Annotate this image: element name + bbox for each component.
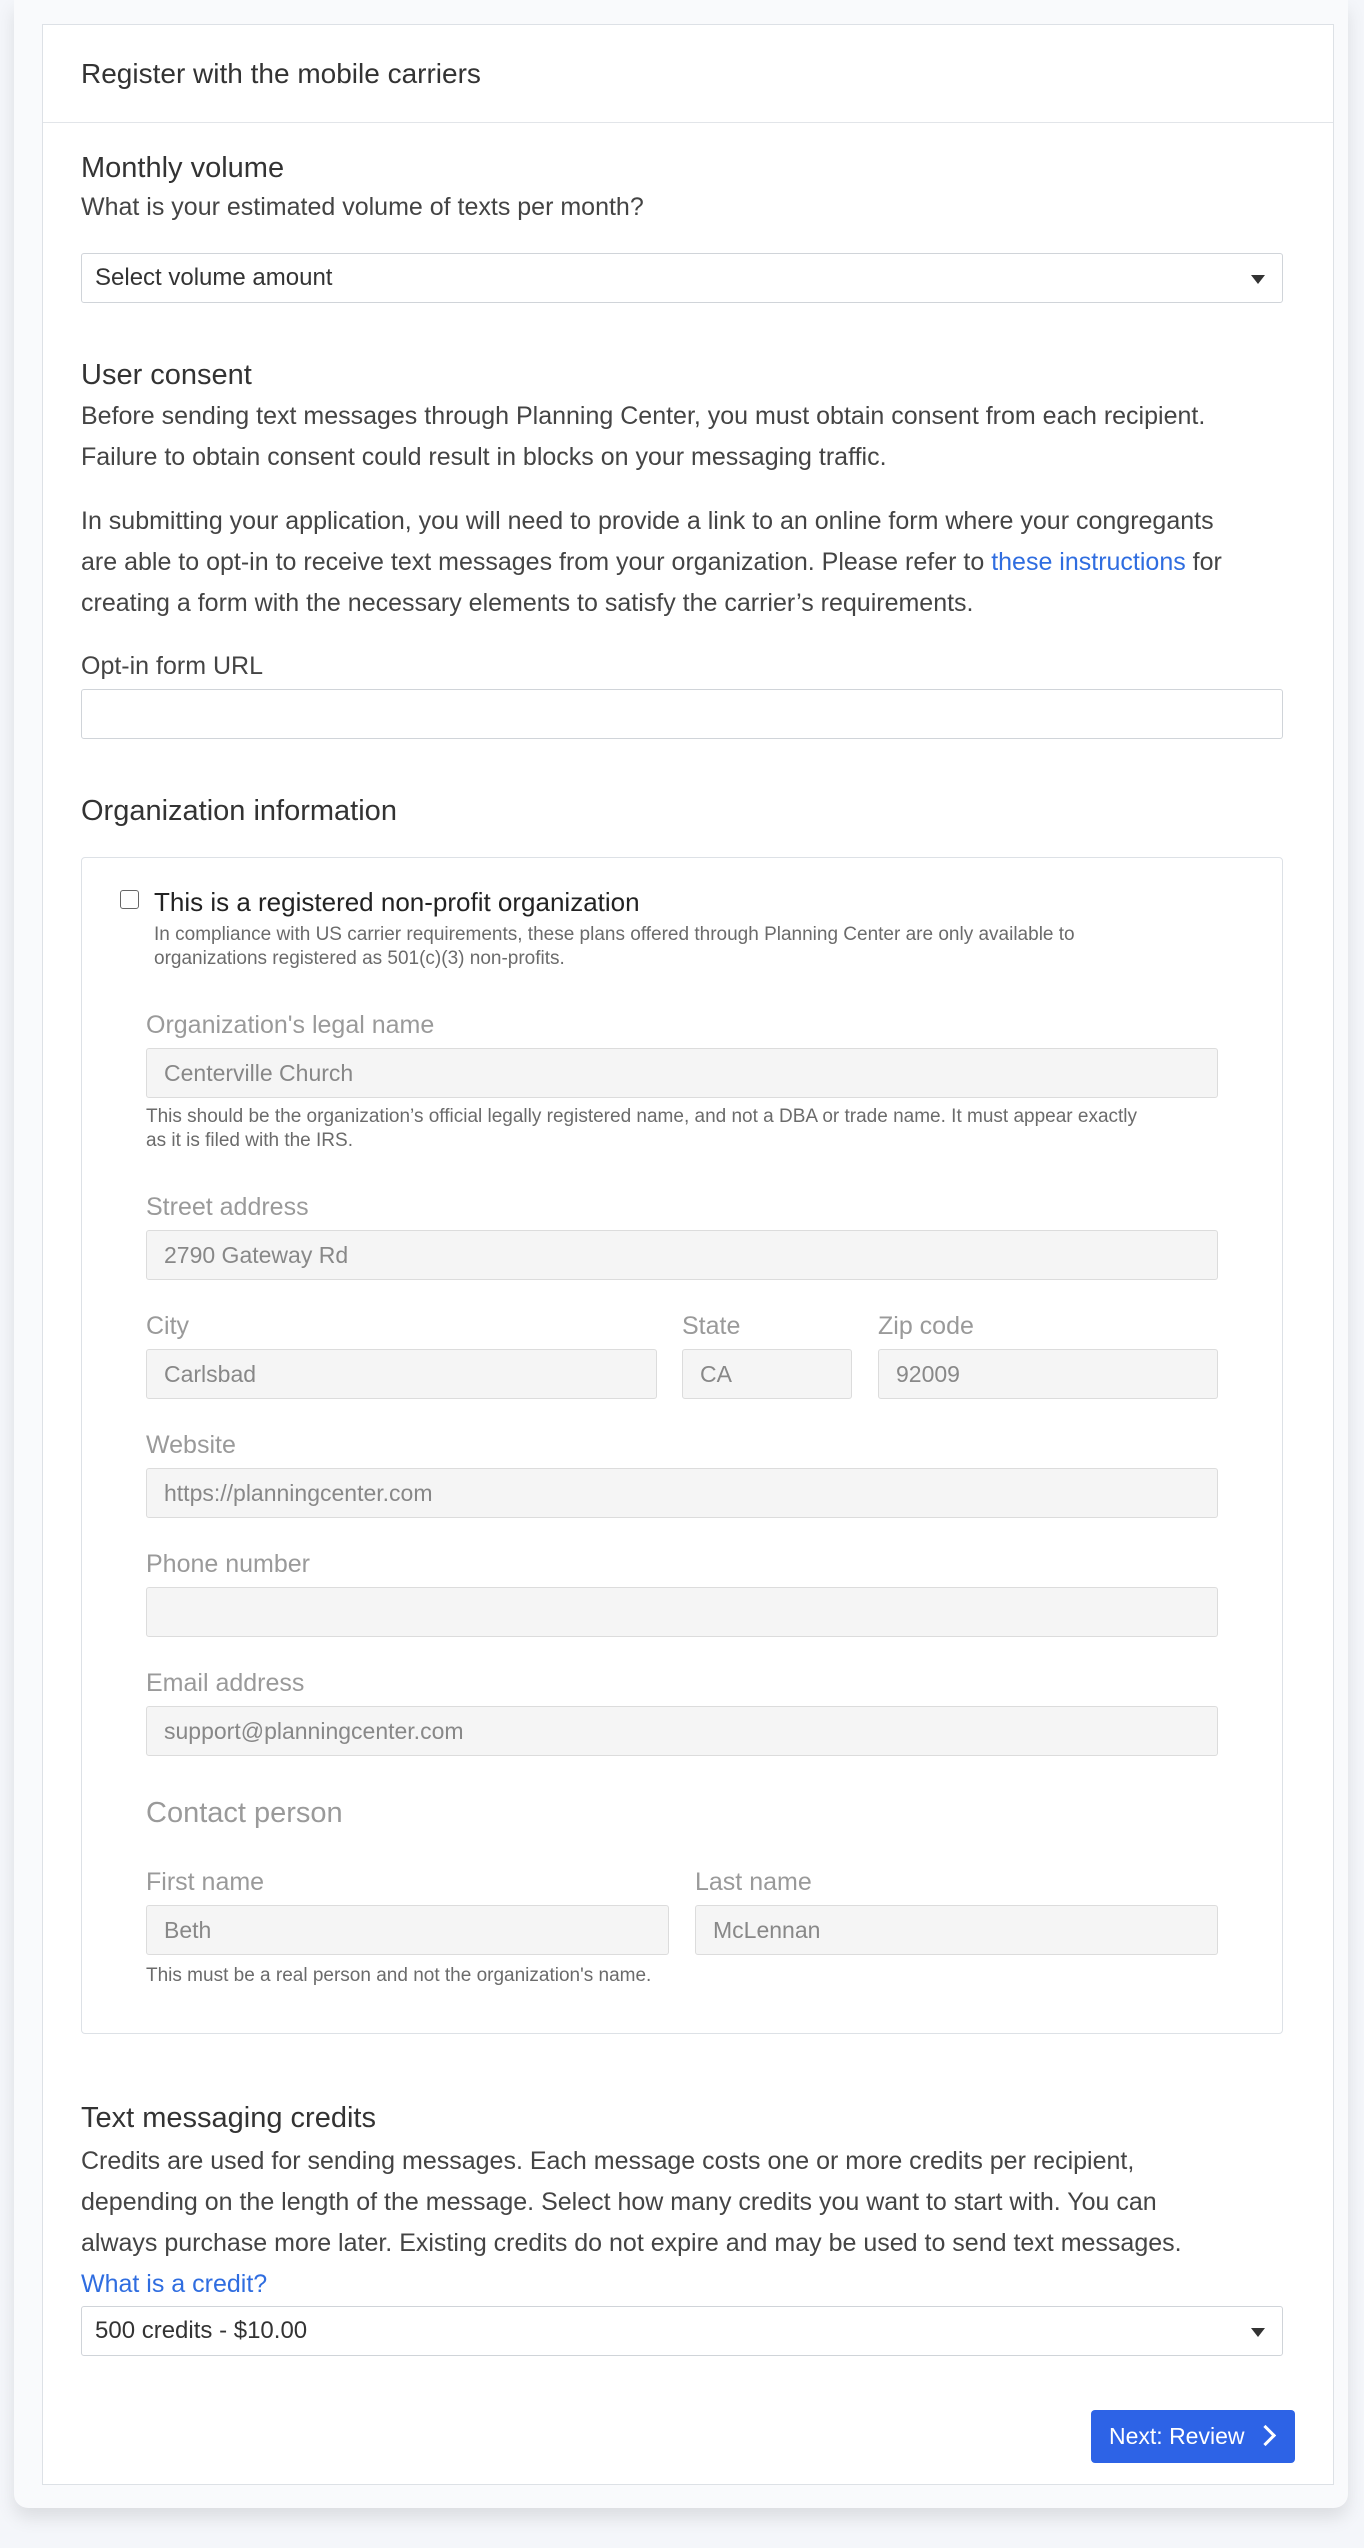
legal-name-help <box>146 1105 1246 1153</box>
state-input[interactable]: CA <box>682 1349 852 1399</box>
phone-input[interactable] <box>146 1587 1218 1637</box>
consent-p2-line3: creating a form with the necessary elements to satisfy the carrier’s requirements. <box>81 589 974 617</box>
street-label: Street address <box>146 1193 309 1221</box>
last-name-input[interactable]: McLennan <box>695 1905 1218 1955</box>
user-consent-heading: User consent <box>81 359 252 391</box>
credits-select[interactable] <box>81 2306 1283 2356</box>
email-input[interactable]: support@planningcenter.com <box>146 1706 1218 1756</box>
consent-p1-line1: Before sending text messages through Planning Center, you must obtain consent from each recipient. <box>81 402 1206 430</box>
contact-help: This must be a real person and not the organization's name. <box>146 1965 652 1986</box>
last-name-label: Last name <box>695 1868 812 1896</box>
page-frame <box>14 0 1348 2508</box>
optin-url-label: Opt-in form URL <box>81 652 263 680</box>
monthly-volume-heading: Monthly volume <box>81 152 285 184</box>
consent-p2-text-after: for <box>1185 548 1222 576</box>
legal-name-help-line2: as it is filed with the IRS. <box>146 1130 353 1151</box>
legal-name-help-line1: This should be the organization’s official legally registered name, and not a DBA or trade name. It must appear exactly <box>146 1106 1138 1127</box>
street-input[interactable]: 2790 Gateway Rd <box>146 1230 1218 1280</box>
credits-heading: Text messaging credits <box>81 2102 376 2134</box>
chevron-right-icon <box>1255 2425 1276 2446</box>
next-review-button[interactable] <box>1091 2410 1295 2463</box>
city-label: City <box>146 1312 190 1340</box>
consent-p1-line2: Failure to obtain consent could result in blocks on your messaging traffic. <box>81 443 887 471</box>
volume-select-value: Select volume amount <box>95 264 333 291</box>
credits-select-value: 500 credits - $10.00 <box>95 2317 308 2344</box>
credits-line1: Credits are used for sending messages. Each message costs one or more credits per recipient, <box>81 2147 1135 2175</box>
first-name-label: First name <box>146 1868 265 1896</box>
nonprofit-help-line2: organizations registered as 501(c)(3) non-profits. <box>154 948 565 969</box>
volume-select[interactable] <box>81 253 1283 303</box>
nonprofit-checkbox[interactable] <box>120 890 139 909</box>
first-name-input[interactable]: Beth <box>146 1905 669 1955</box>
website-label: Website <box>146 1431 236 1459</box>
caret-down-icon <box>1251 2328 1265 2337</box>
legal-name-label: Organization's legal name <box>146 1011 435 1039</box>
what-is-credit-link[interactable]: What is a credit? <box>81 2270 268 2298</box>
city-input[interactable]: Carlsbad <box>146 1349 657 1399</box>
credits-description <box>81 2141 1301 2305</box>
nonprofit-help <box>154 923 1254 971</box>
email-label: Email address <box>146 1669 305 1697</box>
registration-card <box>42 24 1334 2485</box>
nonprofit-help-line1: In compliance with US carrier requirements, these plans offered through Planning Center are only available to <box>154 924 1075 945</box>
zip-input[interactable]: 92009 <box>878 1349 1218 1399</box>
zip-label: Zip code <box>878 1312 974 1340</box>
consent-paragraph-1 <box>81 396 1291 478</box>
consent-paragraph-2 <box>81 501 1301 624</box>
website-input[interactable]: https://planningcenter.com <box>146 1468 1218 1518</box>
state-label: State <box>682 1312 741 1340</box>
next-review-label: Next: Review <box>1109 2423 1245 2449</box>
monthly-volume-question: What is your estimated volume of texts per month? <box>81 193 644 221</box>
instructions-link[interactable]: these instructions <box>991 548 1186 576</box>
legal-name-input[interactable]: Centerville Church <box>146 1048 1218 1098</box>
contact-person-heading: Contact person <box>146 1797 343 1829</box>
credits-line3: always purchase more later. Existing credits do not expire and may be used to send text messages. <box>81 2229 1182 2257</box>
consent-p2-line1: In submitting your application, you will need to provide a link to an online form where your congregants <box>81 507 1214 535</box>
card-header <box>43 25 1333 123</box>
consent-p2-text: are able to opt-in to receive text messages from your organization. Please refer to <box>81 548 992 576</box>
page-title: Register with the mobile carriers <box>81 58 481 89</box>
optin-url-input[interactable] <box>81 689 1283 739</box>
phone-label: Phone number <box>146 1550 311 1578</box>
consent-p2-line2 <box>81 542 1301 583</box>
credits-line2: depending on the length of the message. Select how many credits you want to start with. You can <box>81 2188 1157 2216</box>
nonprofit-label: This is a registered non-profit organization <box>154 887 640 917</box>
org-info-panel <box>81 857 1283 2034</box>
org-info-heading: Organization information <box>81 795 397 827</box>
caret-down-icon <box>1251 275 1265 284</box>
